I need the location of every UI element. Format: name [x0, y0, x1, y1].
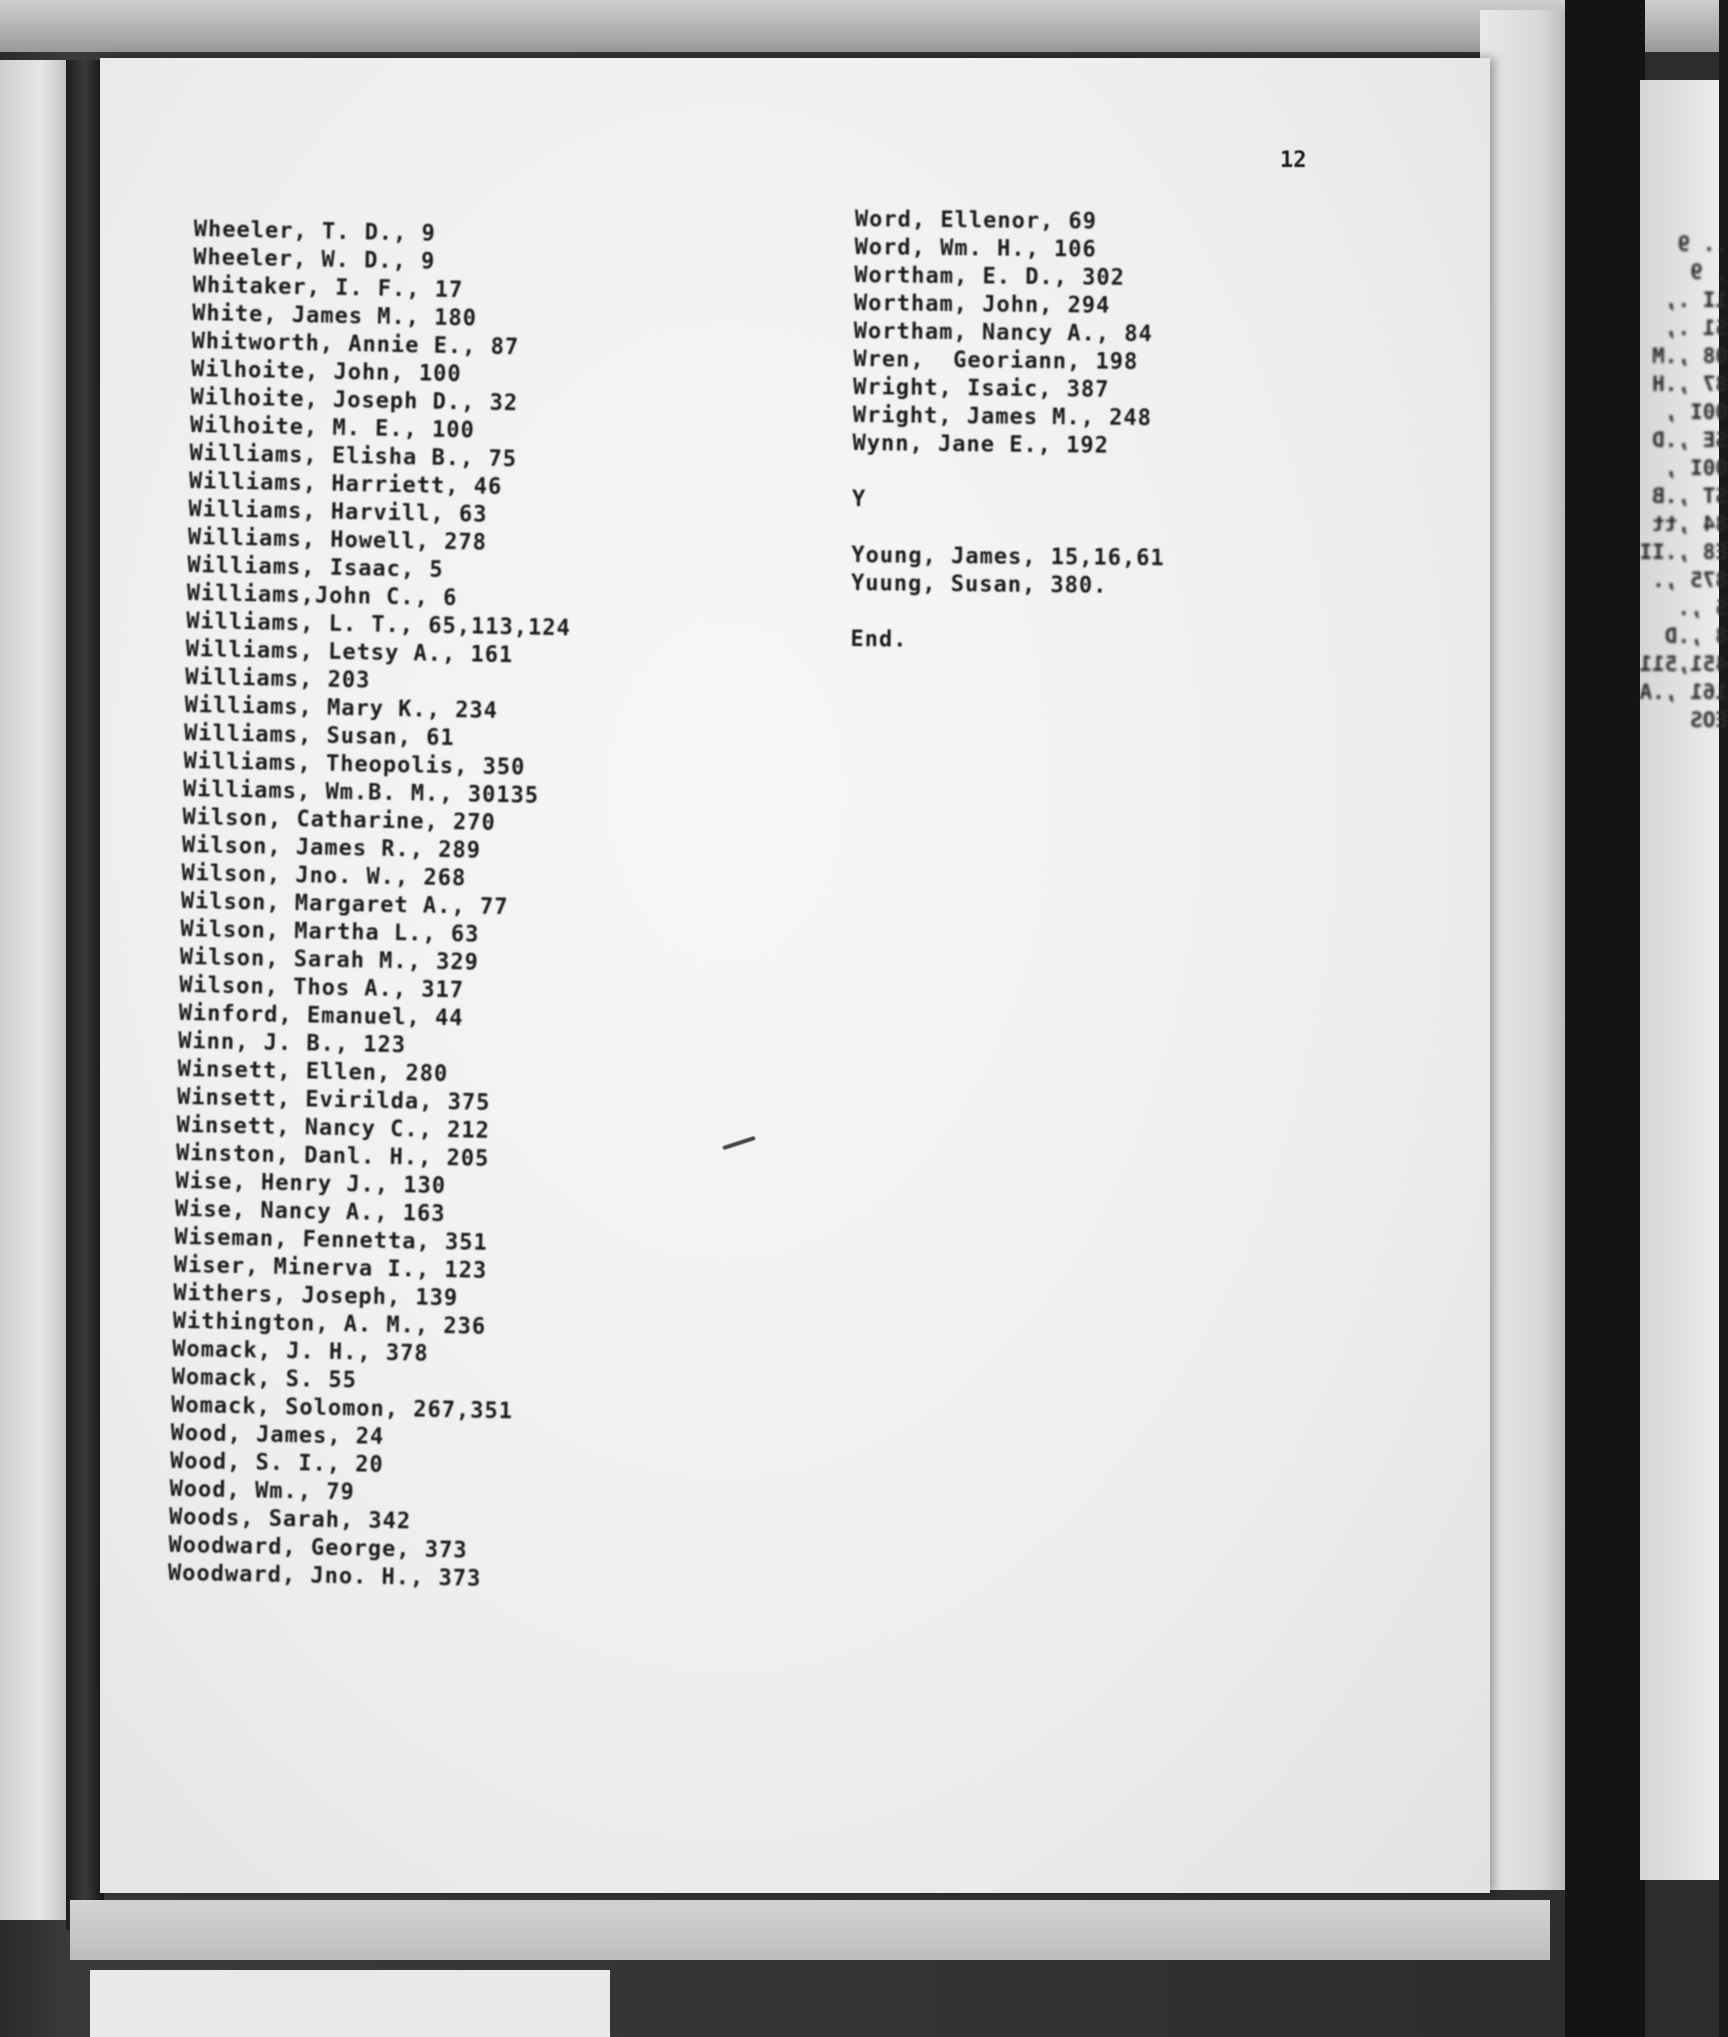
index-entry: Wilhoite, John, 100 [190, 356, 462, 388]
index-entry: Wood, Wm., 79 [169, 1476, 355, 1506]
index-entry: Woodward, George, 373 [168, 1532, 468, 1564]
pen-mark [722, 1136, 756, 1150]
index-entry: Wortham, John, 294 [853, 290, 1111, 319]
bottom-card [70, 1900, 1550, 1960]
index-entry: Wood, S. I., 20 [169, 1448, 384, 1478]
index-entry: Winston, Danl. H., 205 [175, 1140, 490, 1172]
index-entry: Wilson, Catharine, 270 [182, 804, 497, 836]
index-entry: Wheeler, W. D., 9 [192, 244, 436, 275]
previous-page-edge [0, 60, 70, 1920]
right-index-column [850, 206, 1168, 657]
index-entry: Winn, J. B., 123 [177, 1028, 407, 1059]
index-entry: Word, Wm. H., 106 [854, 234, 1097, 263]
index-entry: Winford, Emanuel, 44 [178, 1000, 464, 1032]
index-entry: Wise, Nancy A., 163 [174, 1196, 446, 1228]
index-entry: Williams, 203 [184, 664, 371, 694]
index-entry: Winsett, Nancy C., 212 [176, 1112, 491, 1144]
index-entry: Williams, Mary K., 234 [184, 692, 499, 724]
index-entry: Wright, Isaic, 387 [852, 374, 1110, 403]
index-entry: Wilhoite, M. E., 100 [189, 412, 476, 444]
index-entry: Whitaker, I. F., 17 [192, 272, 464, 304]
left-index-column [168, 216, 579, 1595]
index-entry: Williams, Letsy A., 161 [185, 636, 514, 669]
index-entry: Winsett, Evirilda, 375 [176, 1084, 491, 1116]
index-entry: Wood, James, 24 [170, 1420, 385, 1450]
index-entry: Wiseman, Fennetta, 351 [174, 1224, 488, 1256]
index-entry: Williams, Susan, 61 [183, 720, 455, 752]
index-entry: Wheeler, T. D., 9 [193, 216, 437, 247]
index-entry: Winsett, Ellen, 280 [177, 1056, 449, 1088]
index-entry: Williams, Harvill, 63 [188, 496, 488, 528]
index-page [100, 58, 1490, 1893]
index-entry: Whitworth, Annie E., 87 [191, 328, 520, 361]
bottom-slip [90, 1970, 610, 2037]
index-entry: Wortham, E. D., 302 [854, 262, 1126, 291]
index-entry: Williams, Isaac, 5 [187, 552, 444, 583]
index-entry: Withers, Joseph, 139 [173, 1280, 459, 1312]
backing-card [1480, 10, 1565, 1890]
index-entry: Wilson, James R., 289 [181, 832, 482, 864]
index-entry: Yuung, Susan, 380. [850, 570, 1108, 599]
index-entry: Wiser, Minerva I., 123 [173, 1252, 488, 1284]
index-entry: Word, Ellenor, 69 [854, 206, 1098, 235]
index-entry: Withington, A. M., 236 [172, 1308, 487, 1340]
index-entry: Womack, S. 55 [171, 1364, 358, 1394]
frame-gap [1565, 0, 1645, 2037]
binding-shadow [66, 60, 104, 1930]
index-entry: Womack, Solomon, 267,351 [170, 1392, 514, 1425]
index-entry: Wilson, Jno. W., 268 [181, 860, 467, 892]
index-entry: Williams, Theopolis, 350 [183, 748, 526, 781]
index-entry: Wilson, Thos A., 317 [178, 972, 465, 1004]
index-entry: Wilson, Sarah M., 329 [179, 944, 480, 976]
index-entry: Williams, L. T., 65,113,124 [185, 608, 572, 642]
index-entry: Wilson, Martha L., 63 [180, 916, 480, 948]
index-entry: Williams, Wm.B. M., 30135 [182, 776, 540, 809]
index-entry: Woodward, Jno. H., 373 [167, 1560, 482, 1592]
top-edge [0, 0, 1719, 52]
index-entry: Wren, Georiann, 198 [853, 346, 1139, 375]
index-entry: Wilson, Margaret A., 77 [180, 888, 509, 921]
index-entry: White, James M., 180 [191, 300, 478, 332]
index-entry: Woods, Sarah, 342 [168, 1504, 412, 1535]
index-entry: Wilhoite, Joseph D., 32 [190, 384, 519, 417]
index-entry: Williams,John C., 6 [186, 580, 458, 612]
adjacent-frame [1639, 80, 1728, 1880]
page-number: 12 [1280, 148, 1307, 173]
index-entry: Wright, James M., 248 [852, 402, 1153, 432]
index-entry: Young, James, 15,16,61 [851, 542, 1165, 572]
index-entry: Wynn, Jane E., 192 [852, 430, 1110, 459]
index-entry: Williams, Howell, 278 [187, 524, 488, 556]
index-entry: Williams, Harriett, 46 [188, 468, 503, 500]
section-letter: Y [851, 486, 867, 513]
end-marker: End. [850, 626, 908, 653]
index-entry: Wise, Henry J., 130 [175, 1168, 447, 1200]
index-entry: Williams, Elisha B., 75 [189, 440, 518, 473]
index-entry: Womack, J. H., 378 [171, 1336, 429, 1367]
adjacent-frame-text: ,. 9 , 9 1I ., 51 ., 08 ,.M 87 ,.H 00I , SE ,.D 00I , ST ,.B 84 ,tt E8 ,.II 875 ,. 5 ,. 8 ,.D 451,511 161 ,.A EOS [1639, 232, 1728, 732]
index-entry: Wortham, Nancy A., 84 [853, 318, 1153, 348]
